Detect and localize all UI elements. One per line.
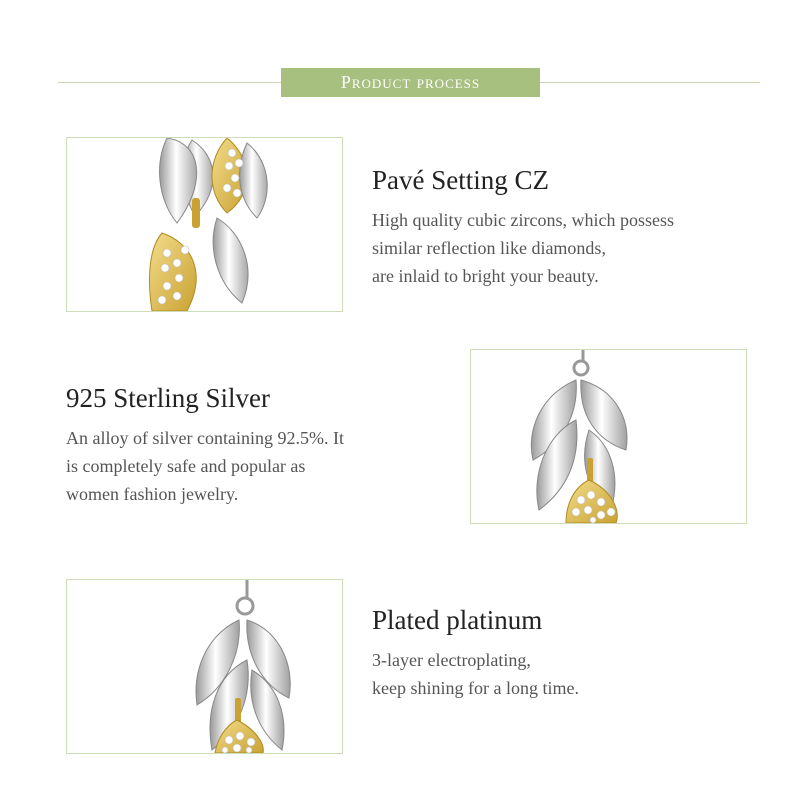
feature-title: 925 Sterling Silver [66,383,270,413]
feature-description [372,206,674,290]
description-line: 3-layer electroplating, [372,650,531,670]
feature-title: Pavé Setting CZ [372,165,549,195]
banner-title: Product process [340,72,481,92]
feature-image-silver [470,349,747,524]
description-line: High quality cubic zircons, which possess [372,210,674,230]
feature-image-pave [66,137,343,312]
pave-leaf-charm-icon [67,138,342,311]
feature-title: Plated platinum [372,605,543,635]
silver-leaf-charm-with-hook-icon [67,580,342,753]
description-line: An alloy of silver containing 92.5%. It [66,428,344,448]
description-line: women fashion jewelry. [66,484,239,504]
feature-description [66,424,344,508]
feature-platinum [372,605,579,702]
description-line: are inlaid to bright your beauty. [372,266,599,286]
feature-silver [66,383,344,508]
feature-pave [372,165,674,290]
description-line: is completely safe and popular as [66,456,306,476]
feature-description [372,646,579,702]
description-line: keep shining for a long time. [372,678,579,698]
silver-leaf-charm-icon [471,350,746,523]
section-banner [281,68,540,97]
feature-image-platinum [66,579,343,754]
description-line: similar reflection like diamonds, [372,238,606,258]
